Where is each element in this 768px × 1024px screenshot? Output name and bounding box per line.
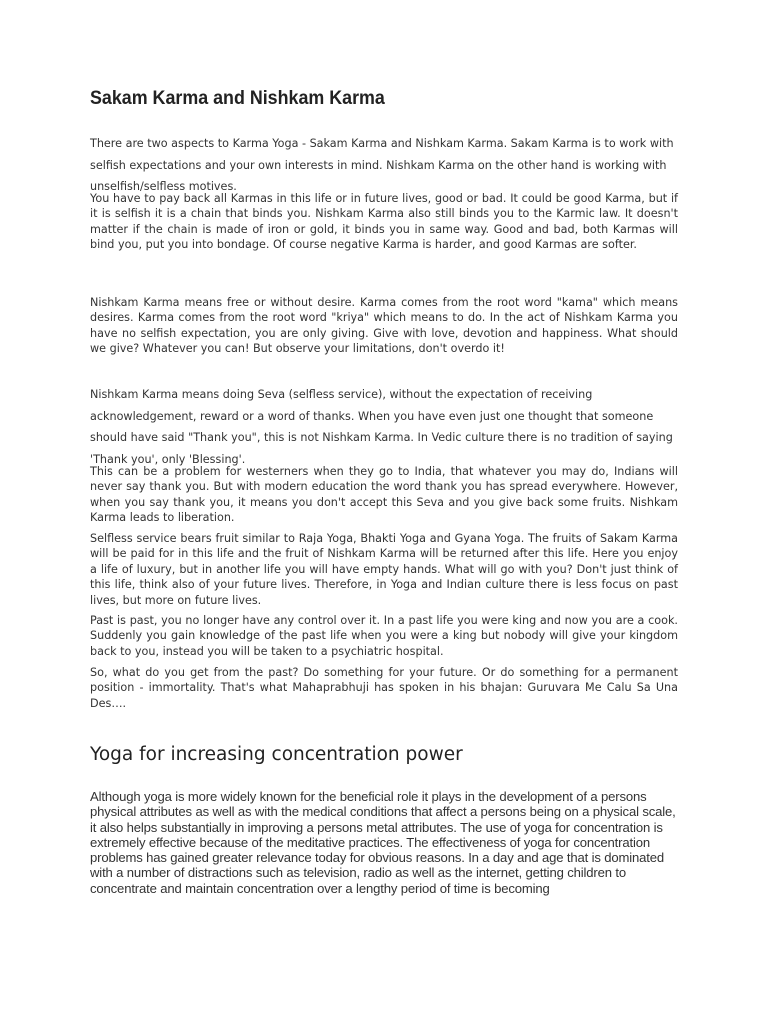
paragraph-free-without-desire: Nishkam Karma means free or without desire. Karma comes from the root word "kama" which means desires. Karma comes from the root word "kriya" which means to do. In the act of Nishkam Karma you have no selfish expectation, you are only giving. Give with love, devotion and happiness. What should we give? Whatever you can! But observe your limitations, don't overdo it! bbox=[90, 296, 678, 356]
paragraph-selfless-service: Selfless service bears fruit similar to Raja Yoga, Bhakti Yoga and Gyana Yoga. The fruits of Sakam Karma will be paid for in this life and the fruit of Nishkam Karma will be returned after this life. Here you enjoy a life of luxury, but in another life you will have empty hands. What will go with you? Don't just think of this life, think also of your future lives. Therefore, in Yoga and Indian culture there is less focus on past lives, but more on future lives. bbox=[90, 532, 678, 607]
paragraph-pay-back-karmas: You have to pay back all Karmas in this life or in future lives, good or bad. It could be good Karma, but if it is selfish it is a chain that binds you. Nishkam Karma also still binds you to the Karmic law. It doesn't matter if the chain is made of iron or gold, it binds you in same way. Good and bad, both Karmas will bind you, put you into bondage. Of course negative Karma is harder, and good Karmas are softer. bbox=[90, 192, 678, 252]
paragraph-intro: There are two aspects to Karma Yoga - Sakam Karma and Nishkam Karma. Sakam Karma is to work with selfish expectations and your own interests in mind. Nishkam Karma on the other hand is working with unselfish/selfless motives. bbox=[90, 137, 674, 193]
paragraph-concentration: Although yoga is more widely known for the beneficial role it plays in the development of a persons physical attributes as well as with the medical conditions that affect a persons being on a physical scale, it also helps substantially in improving a persons metal attributes. The use of yoga for concentration is extremely effective because of the meditative practices. The effectiveness of yoga for concentration problems has gained greater relevance today for obvious reasons. In a day and age that is dominated with a number of distractions such as television, radio as well as the internet, getting children to concentrate and maintain concentration over a lengthy period of time is becoming bbox=[90, 789, 676, 896]
paragraph-future: So, what do you get from the past? Do something for your future. Or do something for a permanent position - immortality. That's what Mahaprabhuji has spoken in his bhajan: Guruvara Me Calu Sa Una Des…. bbox=[90, 666, 678, 710]
paragraph-westerners: This can be a problem for westerners when they go to India, that whatever you may do, Indians will never say thank you. But with modern education the word thank you has spread everywhere. However, when you say thank you, it means you don't accept this Seva and you give back some fruits. Nishkam Karma leads to liberation. bbox=[90, 465, 678, 525]
paragraph-seva: Nishkam Karma means doing Seva (selfless service), without the expectation of receiving acknowledgement, reward or a word of thanks. When you have even just one thought that someone should have said "Thank you", this is not Nishkam Karma. In Vedic culture there is no tradition of saying 'Thank you', only 'Blessing'. bbox=[90, 388, 673, 466]
section-title-sakam-nishkam: Sakam Karma and Nishkam Karma bbox=[90, 88, 385, 109]
section-title-concentration: Yoga for increasing concentration power bbox=[90, 744, 463, 765]
paragraph-past-is-past: Past is past, you no longer have any control over it. In a past life you were king and now you are a cook. Suddenly you gain knowledge of the past life when you were a king but nobody will give your kingdom back to you, instead you will be taken to a psychiatric hospital. bbox=[90, 614, 678, 658]
